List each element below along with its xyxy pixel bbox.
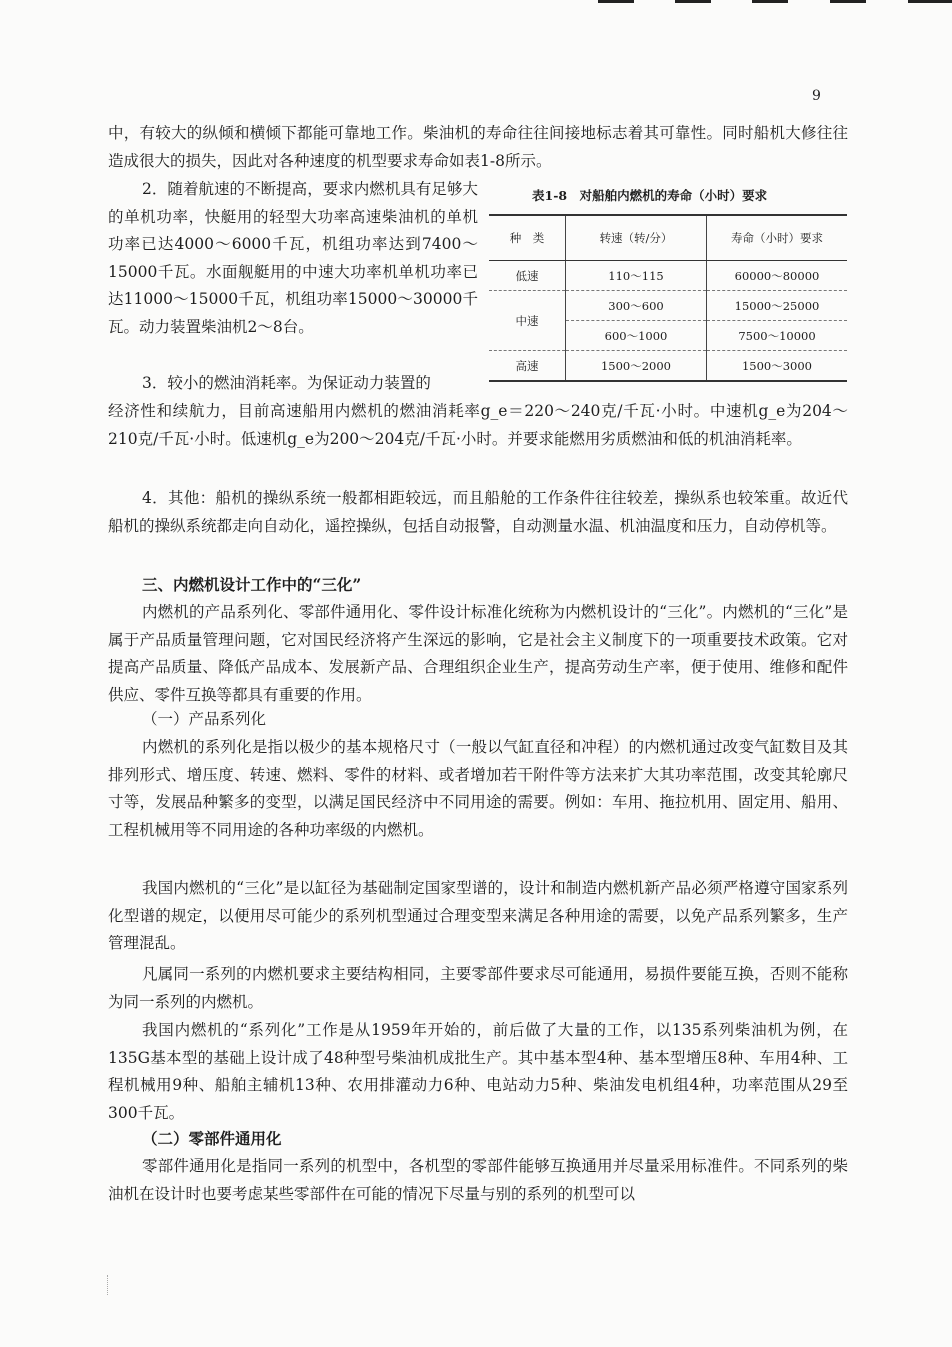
paragraph-2: 2．随着航速的不断提高，要求内燃机具有足够大的单机功率，快艇用的轻型大功率高速柴油机的单机功率已达4000～6000千瓦，机组功率达到7400～15000千瓦。水面舰艇用的中速大功率机单机功率已达11000～15000千瓦，机组功率15000～30000千瓦。动力装置柴油机2～8台。 <box>108 180 478 336</box>
page-number: 9 <box>812 88 821 104</box>
cell-speed: 600～1000 <box>566 321 707 351</box>
table-row <box>489 351 847 382</box>
table-header-row <box>489 215 847 261</box>
paragraph-5: 内燃机的产品系列化、零部件通用化、零件设计标准化统称为内燃机设计的“三化”。内燃机的“三化”是属于产品质量管理问题，它对国民经济将产生深远的影响，它是社会主义制度下的一项重要技术政策。它对提高产品质量、降低产品成本、发展新产品、合理组织企业生产，提高劳动生产率，便于使用、维修和配件供应、零件互换等都具有重要的作用。 <box>108 603 848 704</box>
cell-life: 1500～3000 <box>707 351 848 382</box>
top-rule-4 <box>830 0 866 3</box>
paragraph-6: 内燃机的系列化是指以极少的基本规格尺寸（一般以气缸直径和冲程）的内燃机通过改变气缸数目及其排列形式、增压度、转速、燃料、零件的材料、或者增加若干附件等方法来扩大其功率范围，改变其轮廓尺寸等，发展品种繁多的变型，以满足国民经济中不同用途的需要。例如：车用、拖拉机用、固定用、船用、工程机械用等不同用途的各种功率级的内燃机。 <box>108 738 848 839</box>
paragraph-3-start: 3．较小的燃油消耗率。为保证动力装置的 <box>142 374 431 392</box>
paragraph-7: 我国内燃机的“三化”是以缸径为基础制定国家型谱的，设计和制造内燃机新产品必须严格遵守国家系列化型谱的规定，以便用尽可能少的系列机型通过合理变型来满足各种用途的需要，以免产品系列繁多，生产管理混乱。 <box>108 879 848 952</box>
paragraph-3-continued: 经济性和续航力，目前高速船用内燃机的燃油消耗率g_e＝220～240克/千瓦·小时。中速机g_e为204～210克/千瓦·小时。低速机g_e为200～204克/千瓦·小时。并要求能燃用劣质燃油和低的机油消耗率。 <box>108 402 848 448</box>
paragraph-9: 我国内燃机的“系列化”工作是从1959年开始的，前后做了大量的工作，以135系列柴油机为例，在135G基本型的基础上设计成了48种型号柴油机成批生产。其中基本型4种、基本型增压8种、车用4种、工程机械用9种、船舶主辅机13种、农用排灌动力6种、电站动力5种、柴油发电机组4种，功率范围从29至300千瓦。 <box>108 1021 848 1122</box>
paragraph-8: 凡属同一系列的内燃机要求主要结构相同，主要零部件要求尽可能通用，易损件要能互换，否则不能称为同一系列的内燃机。 <box>108 965 848 1011</box>
table-row <box>489 291 847 321</box>
subsection-heading-2: （二）零部件通用化 <box>142 1129 282 1148</box>
cell-life: 60000～80000 <box>707 261 848 291</box>
header-speed: 转速（转/分） <box>566 215 707 261</box>
table-row <box>489 261 847 291</box>
paragraph-1: 中，有较大的纵倾和横倾下都能可靠地工作。柴油机的寿命往往间接地标志着其可靠性。同时船机大修往往造成很大的损失，因此对各种速度的机型要求寿命如表1-8所示。 <box>108 124 848 170</box>
table-caption: 表1-8 对船舶内燃机的寿命（小时）要求 <box>532 188 768 203</box>
cell-speed: 1500～2000 <box>566 351 707 382</box>
cell-speed: 110～115 <box>566 261 707 291</box>
header-life: 寿命（小时）要求 <box>707 215 848 261</box>
cell-type: 中速 <box>489 291 566 351</box>
cell-speed: 300～600 <box>566 291 707 321</box>
margin-mark <box>107 1275 109 1295</box>
cell-type: 低速 <box>489 261 566 291</box>
lifetime-table <box>489 214 847 382</box>
subsection-heading-1: （一）产品系列化 <box>142 710 267 728</box>
top-rule-3 <box>752 0 788 3</box>
header-type: 种 类 <box>489 215 566 261</box>
top-rule-2 <box>675 0 711 3</box>
top-rule-5 <box>908 0 952 3</box>
cell-life: 15000～25000 <box>707 291 848 321</box>
top-rule-1 <box>598 0 634 3</box>
section-heading-3: 三、内燃机设计工作中的“三化” <box>142 575 362 594</box>
cell-type: 高速 <box>489 351 566 382</box>
cell-life: 7500～10000 <box>707 321 848 351</box>
paragraph-10: 零部件通用化是指同一系列的机型中，各机型的零部件能够互换通用并尽量采用标准件。不同系列的柴油机在设计时也要考虑某些零部件在可能的情况下尽量与别的系列的机型可以 <box>108 1157 848 1203</box>
paragraph-4: 4．其他：船机的操纵系统一般都相距较远，而且船舱的工作条件往往较差，操纵系也较笨重。故近代船机的操纵系统都走向自动化，遥控操纵，包括自动报警，自动测量水温、机油温度和压力，自动停机等。 <box>108 489 848 535</box>
